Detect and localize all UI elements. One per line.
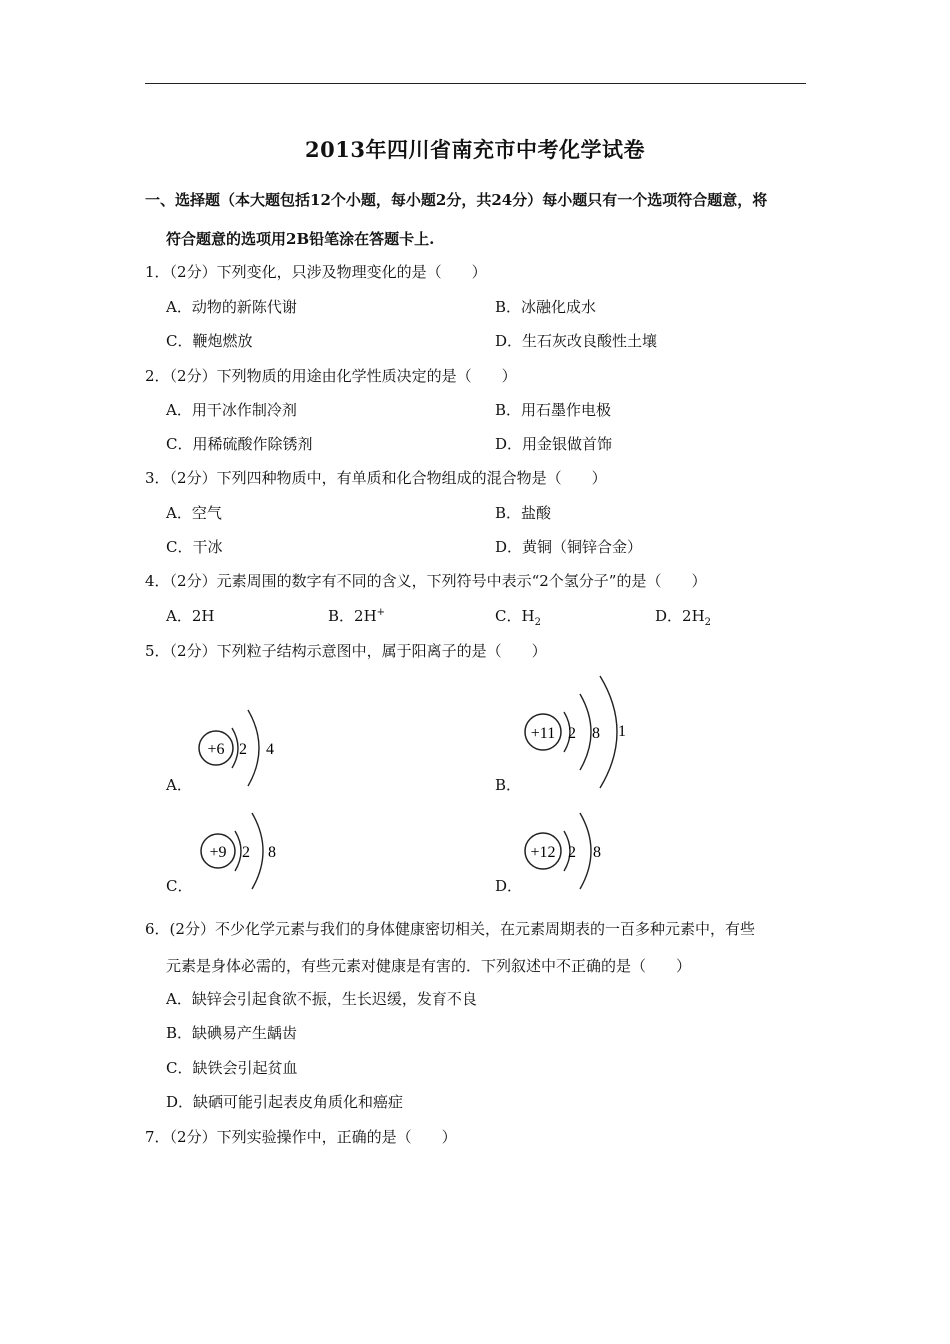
electron-shell-arc xyxy=(248,710,259,786)
question-3-option-b[interactable]: B．盐酸 xyxy=(495,504,552,522)
question-1-stem: 1．（2分）下列变化，只涉及物理变化的是（ ） xyxy=(145,263,487,281)
electron-shell-arc xyxy=(580,694,591,770)
section-heading-line2: 符合题意的选项用2B铅笔涂在答题卡上. xyxy=(166,230,435,248)
question-6-stem-line2: 元素是身体必需的，有些元素对健康是有害的．下列叙述中不正确的是（ ） xyxy=(166,957,692,975)
question-7-stem: 7．（2分）下列实验操作中，正确的是（ ） xyxy=(145,1128,457,1146)
shell-electrons: 2 xyxy=(568,844,576,861)
formula-main: 2H xyxy=(191,607,215,625)
question-6-option-c[interactable]: C．缺铁会引起贫血 xyxy=(166,1059,298,1077)
nucleus-charge: +12 xyxy=(530,844,556,861)
question-2-option-c[interactable]: C．用稀硫酸作除锈剂 xyxy=(166,435,313,453)
question-3-option-d[interactable]: D．黄铜（铜锌合金） xyxy=(495,538,643,556)
page-title: 2013年四川省南充市中考化学试卷 xyxy=(305,137,645,162)
formula-main: 2H xyxy=(354,607,377,625)
question-3-option-a[interactable]: A．空气 xyxy=(166,504,222,522)
shell-electrons: 8 xyxy=(268,844,276,861)
question-4-option-b[interactable] xyxy=(328,605,385,626)
question-4-stem: 4．（2分）元素周围的数字有不同的含义，下列符号中表示“2个氢分子”的是（ ） xyxy=(145,572,707,590)
question-5-option-a-atom-diagram xyxy=(190,700,290,800)
option-label: C． xyxy=(495,607,522,625)
question-4-option-c[interactable] xyxy=(495,605,541,628)
question-1-option-b[interactable]: B．冰融化成水 xyxy=(495,298,597,316)
question-5-stem: 5．（2分）下列粒子结构示意图中，属于阳离子的是（ ） xyxy=(145,642,547,660)
question-5-option-c-label[interactable]: C． xyxy=(166,877,193,895)
shell-electrons: 2 xyxy=(239,741,247,758)
question-4-option-d[interactable] xyxy=(655,605,711,628)
formula-subscript: 2 xyxy=(704,617,712,628)
question-5-option-b-label[interactable]: B． xyxy=(495,776,522,794)
shell-electrons: 2 xyxy=(242,844,250,861)
header-rule xyxy=(145,83,806,84)
question-5-option-d-atom-diagram xyxy=(518,805,618,895)
shell-electrons: 8 xyxy=(592,725,600,742)
question-2-option-a[interactable]: A．用干冰作制冷剂 xyxy=(166,401,297,419)
formula-main: 2H xyxy=(682,607,705,625)
shell-electrons: 4 xyxy=(266,741,274,758)
formula-main: H xyxy=(521,607,535,625)
question-2-stem: 2．（2分）下列物质的用途由化学性质决定的是（ ） xyxy=(145,367,517,385)
question-4-option-a[interactable] xyxy=(166,605,214,626)
electron-shell-arc xyxy=(600,676,617,788)
option-label: D． xyxy=(655,607,683,625)
shell-electrons: 1 xyxy=(618,723,626,740)
shell-electrons: 8 xyxy=(593,844,601,861)
question-5-option-a-label[interactable]: A． xyxy=(166,776,192,794)
electron-shell-arc xyxy=(235,831,241,871)
section-heading-line1: 一、选择题（本大题包括12个小题，每小题2分，共24分）每小题只有一个选项符合题意，将 xyxy=(145,191,768,209)
question-6-stem-line1: 6．(2分）不少化学元素与我们的身体健康密切相关，在元素周期表的一百多种元素中，有些 xyxy=(145,920,755,938)
formula-superscript: + xyxy=(376,607,386,618)
question-6-option-d[interactable]: D．缺硒可能引起表皮角质化和癌症 xyxy=(166,1093,404,1111)
shell-electrons: 2 xyxy=(568,725,576,742)
option-label: A． xyxy=(166,607,192,625)
question-6-option-a[interactable]: A．缺锌会引起食欲不振，生长迟缓，发育不良 xyxy=(166,990,477,1008)
question-5-option-b-atom-diagram xyxy=(518,672,638,792)
option-label: B． xyxy=(328,607,355,625)
electron-shell-arc xyxy=(252,813,263,889)
nucleus-charge: +9 xyxy=(209,844,227,861)
question-5-option-c-atom-diagram xyxy=(192,805,292,895)
question-1-option-a[interactable]: A．动物的新陈代谢 xyxy=(166,298,297,316)
question-6-option-b[interactable]: B．缺碘易产生龋齿 xyxy=(166,1024,298,1042)
question-1-option-c[interactable]: C．鞭炮燃放 xyxy=(166,332,253,350)
nucleus-charge: +6 xyxy=(207,741,225,758)
nucleus-charge: +11 xyxy=(530,725,556,742)
question-3-stem: 3．（2分）下列四种物质中，有单质和化合物组成的混合物是（ ） xyxy=(145,469,607,487)
question-2-option-b[interactable]: B．用石墨作电极 xyxy=(495,401,612,419)
formula-subscript: 2 xyxy=(534,617,541,628)
question-3-option-c[interactable]: C．干冰 xyxy=(166,538,223,556)
electron-shell-arc xyxy=(580,813,591,889)
question-1-option-d[interactable]: D．生石灰改良酸性土壤 xyxy=(495,332,658,350)
question-2-option-d[interactable]: D．用金银做首饰 xyxy=(495,435,613,453)
question-5-option-d-label[interactable]: D． xyxy=(495,877,523,895)
